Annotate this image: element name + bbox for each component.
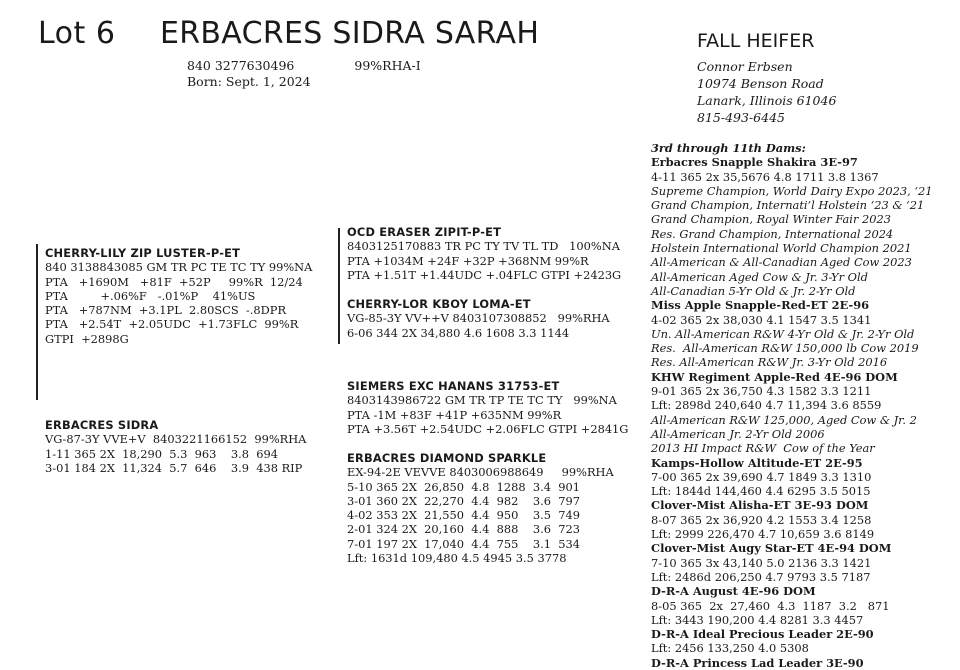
dams-dam-name: ERBACRES DIAMOND SPARKLE — [347, 451, 547, 465]
sires-sire-line: 8403125170883 TR PC TY TV TL TD 100%NA — [347, 239, 620, 254]
owner-city: Lanark, Illinois 61046 — [697, 93, 837, 108]
dam-name-entry: D-R-A Princess Lad Leader 3E-90 — [651, 655, 864, 670]
award-entry: All-American Jr. 2-Yr Old 2006 — [651, 426, 825, 441]
award-entry: Grand Champion, Royal Winter Fair 2023 — [651, 212, 892, 227]
dams-sire-line: PTA -1M +83F +41P +635NM 99%R — [347, 407, 562, 422]
dams-dam-line: 3-01 360 2X 22,270 4.4 982 3.6 797 — [347, 493, 580, 508]
dam-name-entry: Miss Apple Snapple-Red-ET 2E-96 — [651, 298, 870, 313]
sires-parents-bracket-line — [338, 228, 340, 344]
dam-name: ERBACRES SIDRA — [45, 418, 159, 432]
dams-dam-line: EX-94-2E VEVVE 8403006988649 99%RHA — [347, 465, 614, 480]
record-entry: Lft: 1844d 144,460 4.4 6295 3.5 5015 — [651, 484, 871, 499]
award-entry: All-Canadian 5-Yr Old & Jr. 2-Yr Old — [651, 283, 856, 298]
award-entry: Supreme Champion, World Dairy Expo 2023, ‘21 — [651, 183, 933, 198]
dam-name-entry: Clover-Mist Augy Star-ET 4E-94 DOM — [651, 541, 892, 556]
record-entry: 8-05 365 2x 27,460 4.3 1187 3.2 871 — [651, 598, 890, 613]
sire-bracket-line — [36, 244, 38, 400]
sire-line: PTA +787NM +3.1PL 2.80SCS -.8DPR — [45, 303, 287, 318]
dam-block — [45, 418, 306, 475]
award-entry: Res. Grand Champion, International 2024 — [651, 226, 894, 241]
dams-dam-line: 2-01 324 2X 20,160 4.4 888 3.6 723 — [347, 522, 580, 537]
sire-name: CHERRY-LILY ZIP LUSTER-P-ET — [45, 246, 241, 260]
sires-sire-name: OCD ERASER ZIPIT-P-ET — [347, 225, 502, 239]
dams-sire-name: SIEMERS EXC HANANS 31753-ET — [347, 379, 560, 393]
award-entry: Res. All-American R&W Jr. 3-Yr Old 2016 — [651, 355, 888, 370]
dam-line: 1-11 365 2X 18,290 5.3 963 3.8 694 — [45, 446, 278, 461]
record-entry: 8-07 365 2x 36,920 4.2 1553 3.4 1258 — [651, 512, 872, 527]
sire-line: PTA +1690M +81F +52P 99%R 12/24 — [45, 274, 303, 289]
sire-line: GTPI +2898G — [45, 331, 129, 346]
sire-line: PTA +.06%F -.01%P 41%US — [45, 288, 256, 303]
dam-name-entry: Kamps-Hollow Altitude-ET 2E-95 — [651, 455, 863, 470]
dams-dam-line: 5-10 365 2X 26,850 4.8 1288 3.4 901 — [347, 479, 580, 494]
award-entry: Holstein International World Champion 2021 — [651, 241, 912, 256]
sires-dam-line: 6-06 344 2X 34,880 4.6 1608 3.3 1144 — [347, 325, 570, 340]
sire-line: PTA +2.54T +2.05UDC +1.73FLC 99%R — [45, 317, 299, 332]
owner-block — [697, 58, 836, 126]
extended-dams-heading: 3rd through 11th Dams: — [651, 141, 806, 155]
dams-dam-line: 7-01 197 2X 17,040 4.4 755 3.1 534 — [347, 536, 580, 551]
owner-phone: 815-493-6445 — [697, 110, 785, 125]
sires-dam-name: CHERRY-LOR KBOY LOMA-ET — [347, 297, 531, 311]
sire-block — [45, 246, 312, 346]
dams-dam-line: 4-02 353 2X 21,550 4.4 950 3.5 749 — [347, 508, 580, 523]
record-entry: 4-02 365 2x 38,030 4.1 1547 3.5 1341 — [651, 312, 872, 327]
sires-sire-line: PTA +1.51T +1.44UDC +.04FLC GTPI +2423G — [347, 267, 622, 282]
record-entry: 7-00 365 2x 39,690 4.7 1849 3.3 1310 — [651, 469, 872, 484]
lot-number: Lot 6 — [38, 16, 116, 51]
rha-percent: 99%RHA-I — [354, 58, 421, 73]
award-entry: All-American R&W 125,000, Aged Cow & Jr. 2 — [651, 412, 917, 427]
dams-sire-block — [347, 379, 628, 436]
record-entry: Lft: 2486d 206,250 4.7 9793 3.5 7187 — [651, 569, 871, 584]
dam-name-entry: D-R-A Ideal Precious Leader 2E-90 — [651, 627, 874, 642]
registration-block — [187, 58, 421, 90]
record-entry: 7-10 365 3x 43,140 5.0 2136 3.3 1421 — [651, 555, 872, 570]
dam-line: 3-01 184 2X 11,324 5.7 646 3.9 438 RIP — [45, 460, 303, 475]
award-entry: Un. All-American R&W 4-Yr Old & Jr. 2-Yr Old — [651, 326, 915, 341]
award-entry: Res. All-American R&W 150,000 lb Cow 2019 — [651, 341, 919, 356]
award-entry: Grand Champion, Internati’l Holstein ‘23 & ‘21 — [651, 198, 925, 213]
dam-name-entry: Clover-Mist Alisha-ET 3E-93 DOM — [651, 498, 869, 513]
registration-number: 840 3277630496 — [187, 58, 295, 73]
dams-sire-line: PTA +3.56T +2.54UDC +2.06FLC GTPI +2841G — [347, 421, 629, 436]
dams-dam-block — [347, 451, 614, 565]
birth-date: Born: Sept. 1, 2024 — [187, 74, 311, 89]
owner-street: 10974 Benson Road — [697, 76, 824, 91]
award-entry: 2013 HI Impact R&W Cow of the Year — [651, 441, 875, 456]
owner-name: Connor Erbsen — [697, 59, 793, 74]
dam-line: VG-87-3Y VVE+V 8403221166152 99%RHA — [45, 432, 307, 447]
show-class: FALL HEIFER — [697, 30, 815, 52]
record-entry: Lft: 2456 133,250 4.0 5308 — [651, 641, 809, 656]
dams-sire-line: 8403143986722 GM TR TP TE TC TY 99%NA — [347, 393, 617, 408]
sires-dam-block — [347, 297, 610, 340]
dam-name-entry: D-R-A August 4E-96 DOM — [651, 584, 816, 599]
record-entry: Lft: 2898d 240,640 4.7 11,394 3.6 8559 — [651, 398, 882, 413]
extended-dams-list — [651, 141, 933, 670]
dams-dam-line: Lft: 1631d 109,480 4.5 4945 3.5 3778 — [347, 551, 567, 566]
sires-sire-block — [347, 225, 621, 282]
sire-line: 840 3138843085 GM TR PC TE TC TY 99%NA — [45, 260, 313, 275]
extended-dams-rows — [651, 155, 933, 670]
record-entry: 4-11 365 2x 35,5676 4.8 1711 3.8 1367 — [651, 169, 879, 184]
record-entry: Lft: 2999 226,470 4.7 10,659 3.6 8149 — [651, 527, 875, 542]
dam-name-entry: Erbacres Snapple Shakira 3E-97 — [651, 155, 858, 170]
award-entry: All-American & All-Canadian Aged Cow 2023 — [651, 255, 912, 270]
dam-name-entry: KHW Regiment Apple-Red 4E-96 DOM — [651, 369, 898, 384]
sires-sire-line: PTA +1034M +24F +32P +368NM 99%R — [347, 253, 589, 268]
record-entry: 9-01 365 2x 36,750 4.3 1582 3.3 1211 — [651, 384, 872, 399]
animal-name: ERBACRES SIDRA SARAH — [160, 16, 540, 51]
award-entry: All-American Aged Cow & Jr. 3-Yr Old — [651, 269, 868, 284]
sires-dam-line: VG-85-3Y VV++V 8403107308852 99%RHA — [347, 311, 610, 326]
record-entry: Lft: 3443 190,200 4.4 8281 3.3 4457 — [651, 612, 864, 627]
